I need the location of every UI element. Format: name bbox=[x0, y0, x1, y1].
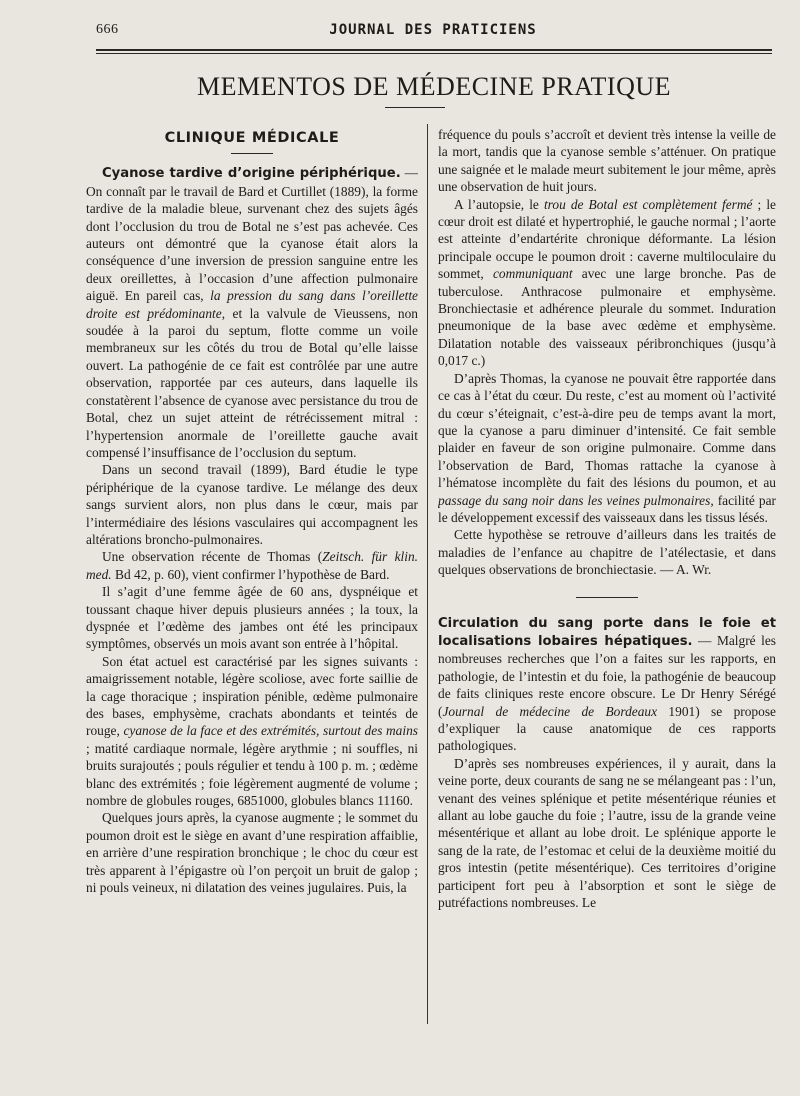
rubric-rule bbox=[231, 153, 273, 154]
article-paragraph: Une observation récente de Thomas (Zeitsch. für klin. med. Bd 42, p. 60), vient confirmer l’hypothèse de Bard. bbox=[86, 549, 418, 582]
rubric-heading: CLINIQUE MÉDICALE bbox=[164, 130, 340, 146]
article-paragraph: Il s’agit d’une femme âgée de 60 ans, dyspnéique et toussant chaque hiver depuis plusieurs années ; la toux, la dyspnée et l’œdème des jambes ont été les principaux symptômes, observés un mois avant son entrée à l’hôpital. bbox=[86, 584, 418, 652]
article-paragraph: Cette hypothèse se retrouve d’ailleurs dans les traités de maladies de l’enfance au chapitre de l’atélectasie, et dans quelques observations de bronchiectasie. — A. Wr. bbox=[438, 527, 776, 578]
article-paragraph: Circulation du sang porte dans le foie et localisations lobaires hépatiques. — Malgré les nombreuses recherches que l’on a faites sur les rapports, en pathologie, de l’intestin et du foie, la pathogénie de beaucoup de faits cliniques reste encore obscure. Le Dr Henry Sérégé (Journal de médecine de Bordeaux 1901) se propose d’expliquer la cause anatomique de ces rapports pathologiques. bbox=[438, 615, 776, 754]
section-title: MEMENTOS DE MÉDECINE PRATIQUE bbox=[196, 72, 672, 101]
section-title-rule bbox=[385, 107, 445, 108]
page-number: 666 bbox=[96, 22, 119, 37]
header-rule-thin bbox=[96, 53, 772, 54]
article-paragraph: Dans un second travail (1899), Bard étudie le type périphérique de la cyanose tardive. Le mélange des deux sangs survient alors, non plus dans le cœur, mais par l’intermédiaire des lésions vasculaires qui accompagnent les altérations broncho-pulmonaires. bbox=[86, 462, 418, 547]
article-paragraph: fréquence du pouls s’accroît et devient très intense la veille de la mort, tandis que la cyanose semble s’atténuer. On pratique une saignée et le malade meurt subitement le jour même, après une observation de huit jours. bbox=[438, 127, 776, 195]
article-separator bbox=[576, 597, 638, 598]
header-rule bbox=[96, 49, 772, 51]
article-paragraph: Quelques jours après, la cyanose augmente ; le sommet du poumon droit est le siège en avant d’une respiration affaiblie, en arrière d’une respiration bronchique ; le choc du cœur est très apparent à l’épigastre où l’on perçoit un bruit de galop ; ni pouls veineux, ni dilatation des veines jugulaires. Puis, la bbox=[86, 810, 418, 896]
article-title: Circulation du sang porte dans le foie et localisations lobaires hépatiques. bbox=[438, 615, 776, 649]
article-title: Cyanose tardive d’origine périphérique. bbox=[102, 166, 401, 182]
column-divider bbox=[427, 124, 428, 1024]
left-column bbox=[86, 126, 418, 1026]
article-paragraph: Son état actuel est caractérisé par les signes suivants : amaigrissement notable, légère scoliose, avec forte saillie de la cage thoracique ; inspiration pénible, œdème pulmonaire des bases, emphysème, crachats abondants et teintés de rouge, cyanose de la face et des extrémités, surtout des mains ; matité cardiaque normale, légère arythmie ; ni souffles, ni bruits surajoutés ; pouls régulier et tendu à 100 p. m. ; œdème blanc des extrémités ; foie légèrement augmenté de volume ; nombre de globules rouges, 6851000, globules blancs 11160. bbox=[86, 653, 418, 809]
running-head bbox=[96, 20, 770, 42]
journal-title: JOURNAL DES PRATICIENS bbox=[329, 22, 537, 38]
right-column bbox=[438, 126, 776, 1026]
article-paragraph: Cyanose tardive d’origine périphérique. — On connaît par le travail de Bard et Curtillet (1889), la forme tardive de la maladie bleue, survenant chez des sujets âgés dont l’occlusion du trou de Botal ne s’est pas achevée. Ces auteurs ont démontré que la cyanose était alors la conséquence d’une inversion de pression sanguine entre les deux oreillettes, à l’occasion d’une affection pulmonaire aiguë. En pareil cas, la pression du sang dans l’oreillette droite est prédominante, et la valvule de Vieussens, non soudée à la paroi du septum, flotte comme un voile membraneux sur les côtés du trou de Botal qu’elle laisse ouvert. La pathogénie de ce fait est contrôlée par une autre observation, rapportée par ces auteurs, dans laquelle ils constatèrent l’absence de cyanose avec persistance du trou de Botal, chez un sujet atteint de rétrécissement mitral : l’hypertension anormale de l’oreillette gauche avait compensé l’insuffisance de l’occlusion du septum. bbox=[86, 165, 418, 460]
article-paragraph: D’après ses nombreuses expériences, il y aurait, dans la veine porte, deux courants de sang ne se mélangeant pas : l’un, venant des veines splénique et petite mésentérique réunies et allant au lobe gauche du foie ; l’autre, issu de la grande veine mésentérique et allant au lobe droit. Le splénique apporte le sang de la rate, de l’estomac et celui de la deuxième moitié du gros intestin (petite mésentérique). Ces territoires d’origine participent fort peu à l’absorption et sont le siège de putréfactions nombreuses. Le bbox=[438, 755, 776, 911]
article-paragraph: A l’autopsie, le trou de Botal est complètement fermé ; le cœur droit est dilaté et hypertrophié, le gauche normal ; l’aorte est atteinte d’endartérite chronique déformante. La lésion principale occupe le poumon droit : caverne multiloculaire du sommet, communiquant avec une large bronche. Pas de tuberculose. Anthracose pulmonaire et emphysème. Bronchiectasie et adhérence pleurale du sommet. Induration pneumonique de la base avec œdème et emphysème. Dilatation notable des vaisseaux péribronchiques (jusqu’à 0,017 c.) bbox=[438, 196, 776, 369]
article-paragraph: D’après Thomas, la cyanose ne pouvait être rapportée dans ce cas à l’état du cœur. Du reste, c’est au moment où l’activité du cœur s’éteignait, c’est-à-dire peu de temps avant la mort, que la cyanose a paru diminuer d’intensité. Ce fait semble plaider en faveur de son origine pulmonaire. Comme dans l’observation de Bard, Thomas rattache la cyanose à l’hématose incomplète du fait des lésions du poumon, et au passage du sang noir dans les veines pulmonaires, facilité par le développement excessif des vaisseaux dans les tissus lésés. bbox=[438, 370, 776, 525]
